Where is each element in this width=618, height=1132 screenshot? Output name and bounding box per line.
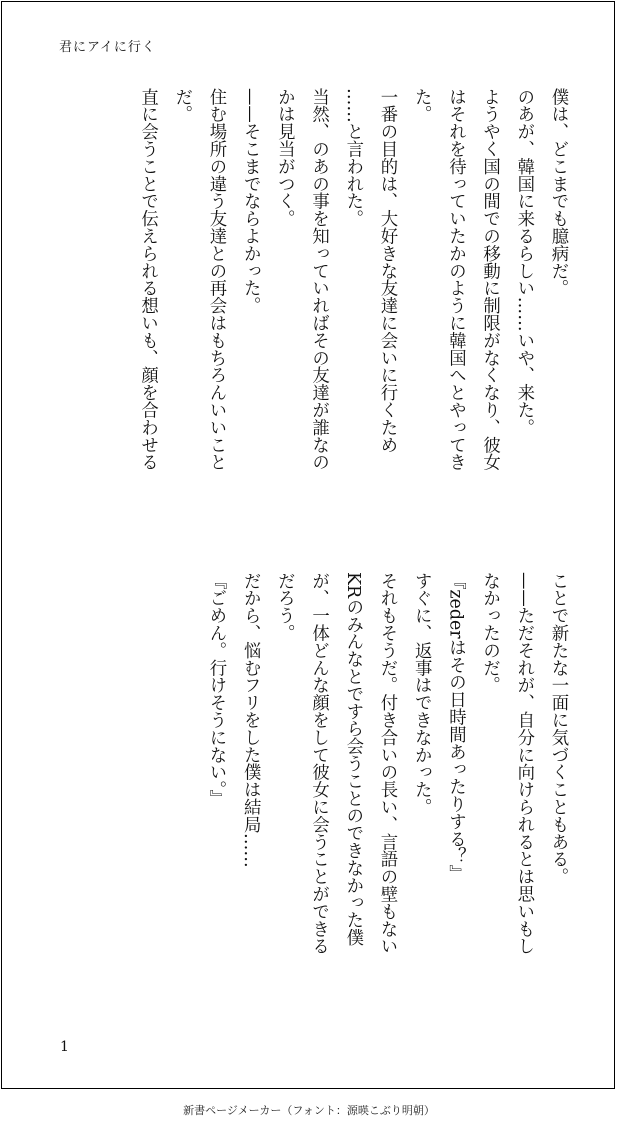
text-line: かは見当がつく。 — [274, 88, 295, 228]
text-line: だから、悩むフリをした僕は結局…… — [240, 572, 261, 868]
page-frame — [1, 1, 615, 1089]
text-line: ようやく国の間での移動に制限がなくなり、彼女 — [479, 88, 500, 471]
text-line: た。 — [411, 88, 432, 123]
text-line: はそれを待っていたかのように韓国へとやってき — [445, 88, 466, 471]
text-line: なかったのだ。 — [479, 572, 500, 694]
text-line: ——そこまでならよかった。 — [240, 88, 261, 315]
text-line: それもそうだ。付き合いの長い、言語の壁もない — [376, 572, 397, 955]
running-title: 君にアイに行く — [59, 40, 156, 55]
text-line: 住む場所の違う友達との再会はもちろんいいこと — [205, 88, 226, 471]
text-line: KRのみんなとですら会うことのできなかった僕 — [342, 572, 363, 947]
text-line: すぐに、返事はできなかった。 — [411, 572, 432, 816]
page-number: 1 — [60, 1039, 69, 1055]
text-line: ……と言われた。 — [342, 88, 363, 228]
text-line: 『zederはその日時間あったりする？』 — [445, 572, 466, 883]
text-line: だ。 — [171, 88, 192, 123]
text-line: 当然、のあの事を知っていればその友達が誰なの — [308, 88, 329, 471]
text-line: 一番の目的は、大好きな友達に会いに行くため — [376, 88, 397, 454]
text-line: ——ただそれが、自分に向けられるとは思いもし — [513, 572, 534, 955]
body-text-lower — [55, 572, 575, 1012]
body-text-upper — [55, 88, 575, 528]
text-line: ことで新たな一面に気づくこともある。 — [548, 572, 568, 886]
text-line: 僕は、どこまでも臆病だ。 — [548, 88, 568, 297]
text-line: が、一体どんな顔をして彼女に会うことができる — [308, 572, 329, 955]
text-line: だろう。 — [274, 572, 295, 642]
text-line: 直に会うことで伝えられる想いも、顔を合わせる — [137, 88, 158, 471]
footer-credit: 新書ページメーカー（フォント：源暎こぶり明朝） — [183, 1104, 435, 1117]
text-line: のあが、韓国に来るらしい……いや、来た。 — [513, 88, 534, 436]
text-line: 『ごめん。行けそうにない。』 — [205, 572, 226, 807]
